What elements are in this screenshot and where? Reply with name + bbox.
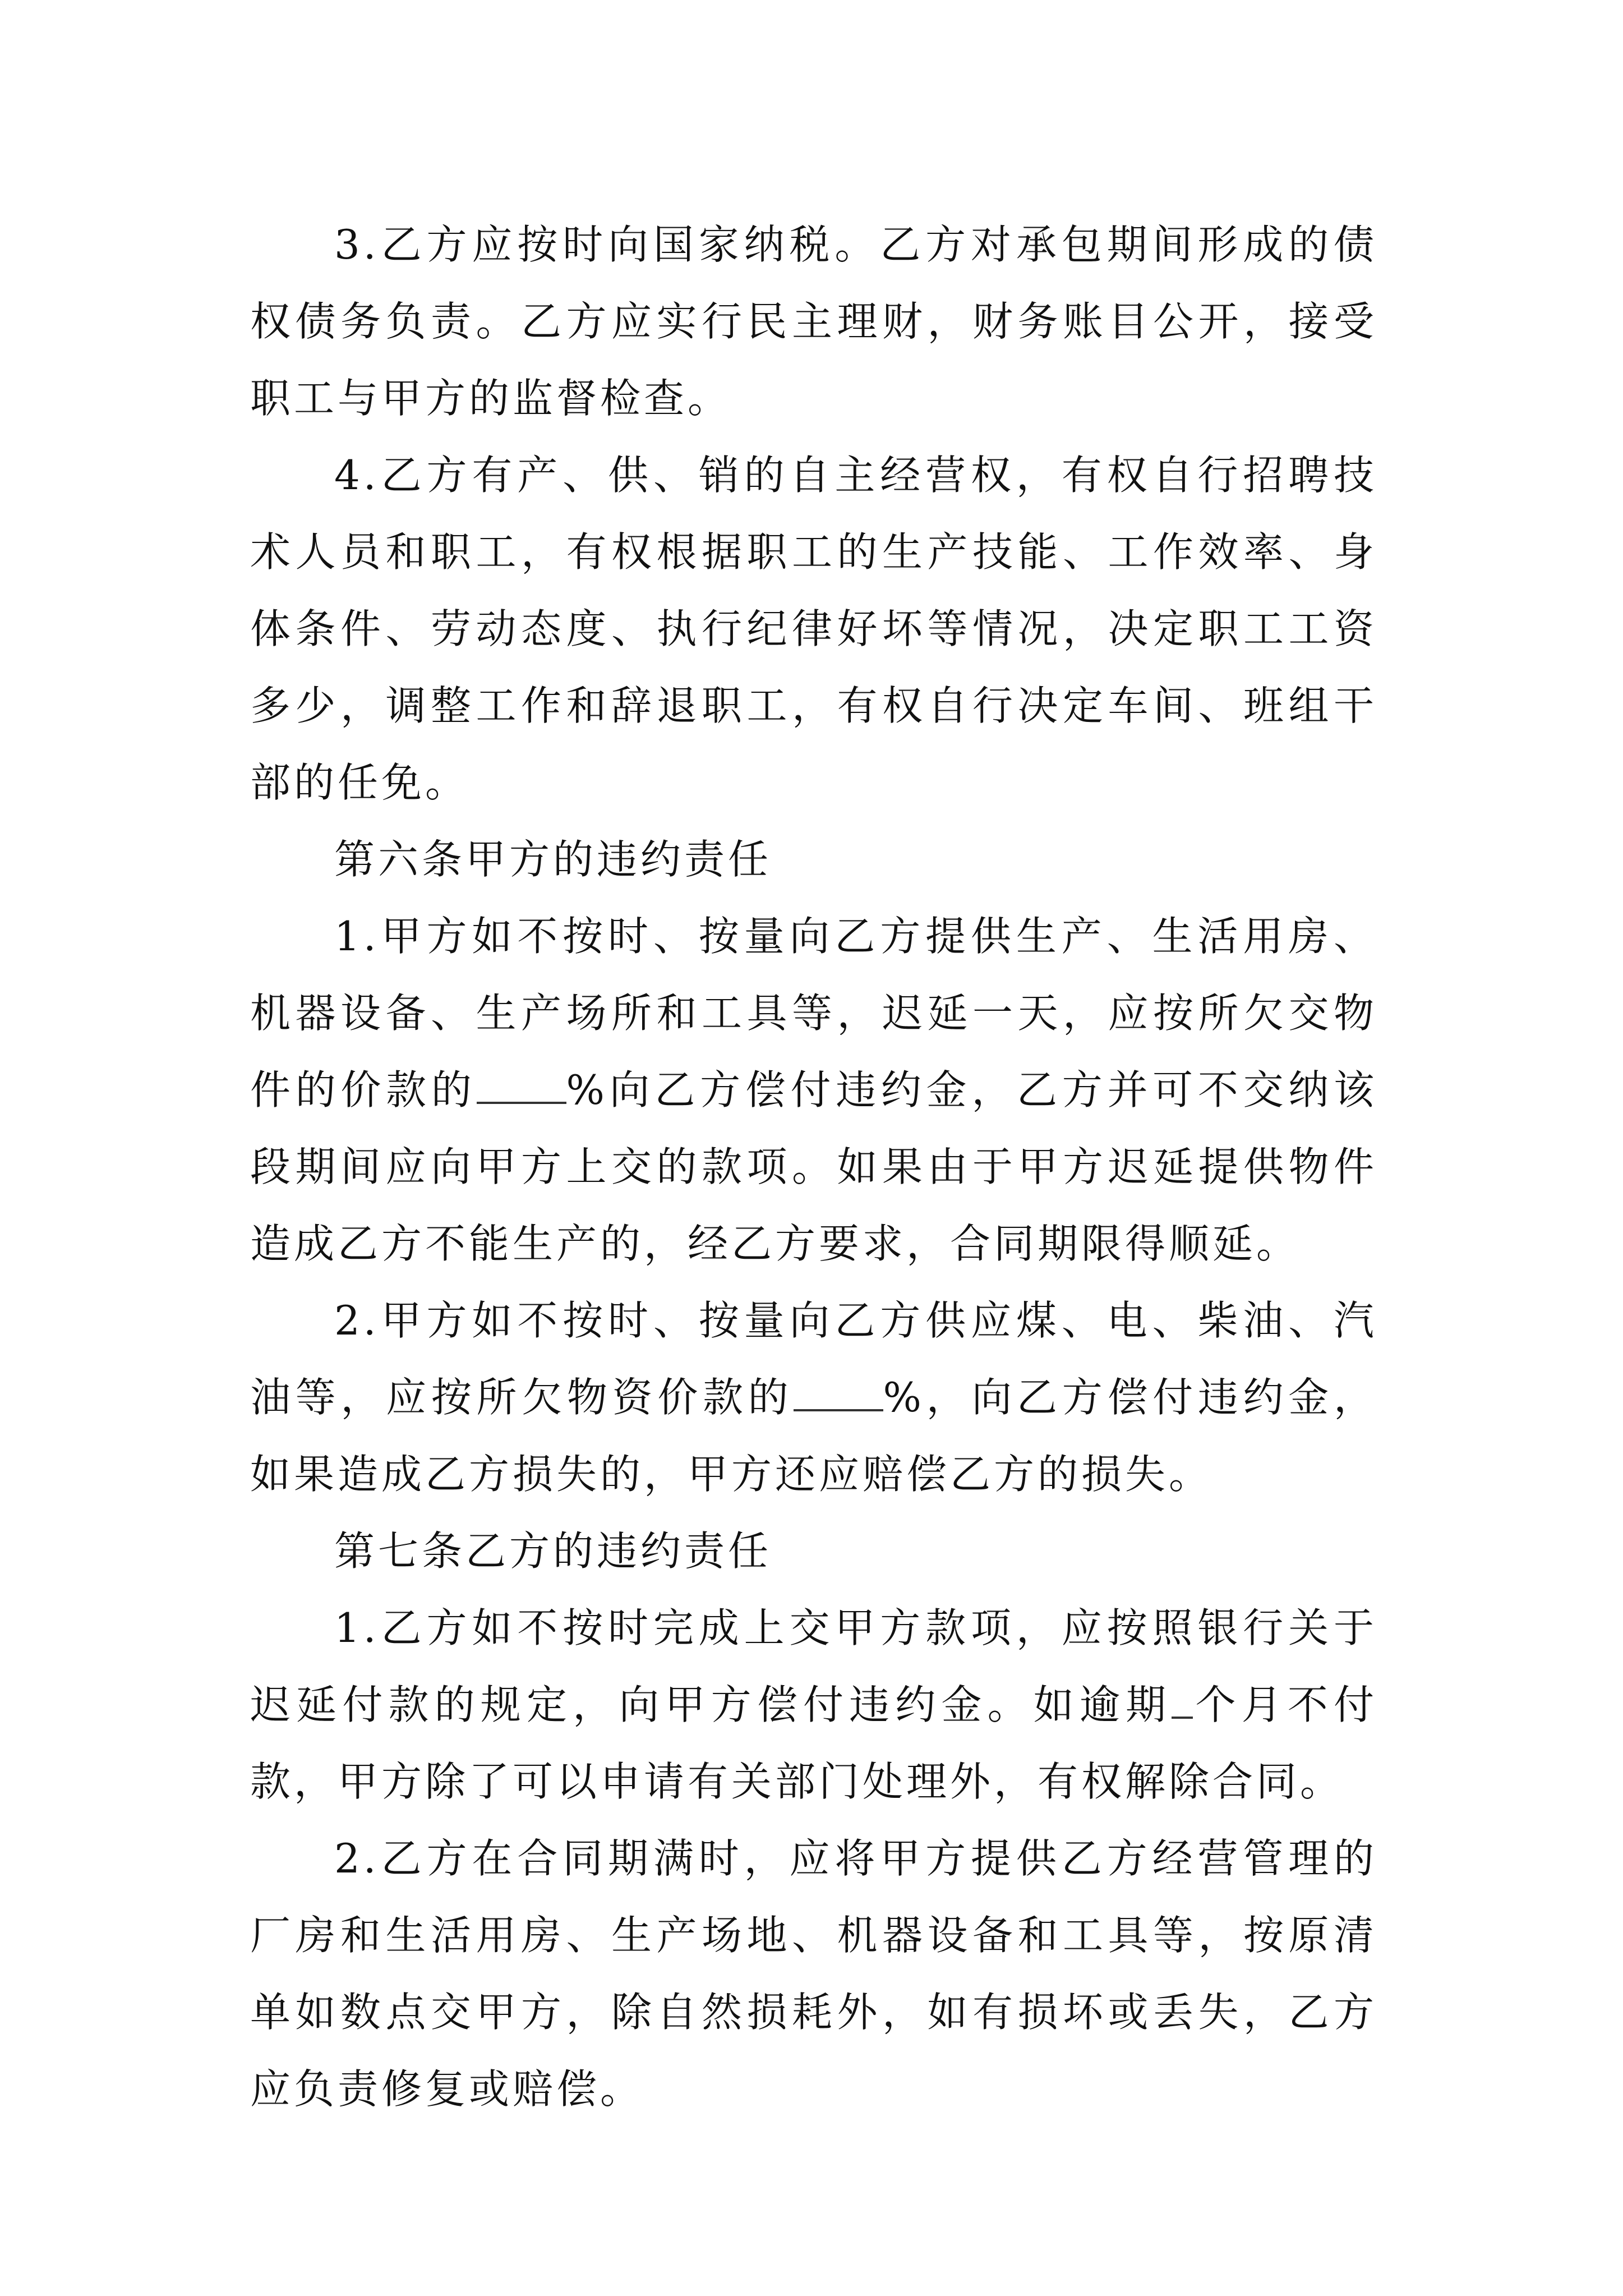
article-6-item-2-text-before: 2.甲方如不按时、按量向乙方供应煤、电、柴油、汽油等，应按所欠物资价款的 [250, 1297, 1377, 1421]
clause-item-4-autonomy: 4.乙方有产、供、销的自主经营权，有权自行招聘技术人员和职工，有权根据职工的生产技能、工作效率、身体条件、劳动态度、执行纪律好坏等情况，决定职工工资多少，调整工作和辞退职工，有权自行决定车间、班组干部的任免。 [250, 452, 1377, 806]
clause-item-3-tax: 3.乙方应按时向国家纳税。乙方对承包期间形成的债权债务负责。乙方应实行民主理财，财务账目公开，接受职工与甲方的监督检查。 [250, 221, 1377, 422]
months-blank [1172, 1682, 1193, 1719]
article-7-item-2: 2.乙方在合同期满时，应将甲方提供乙方经营管理的厂房和生活用房、生产场地、机器设备和工具等，按原清单如数点交甲方，除自然损耗外，如有损坏或丢失，乙方应负责修复或赔偿。 [250, 1835, 1377, 2113]
document-body [250, 206, 1377, 2128]
article-6-item-2-text-after: %，向乙方偿付违约金，如果造成乙方损失的，甲方还应赔偿乙方的损失。 [250, 1374, 1377, 1498]
article-7-heading: 第七条乙方的违约责任 [334, 1527, 772, 1575]
article-7-item-1-text-before: 1.乙方如不按时完成上交甲方款项，应按照银行关于迟延付款的规定，向甲方偿付违约金。如逾期 [250, 1604, 1377, 1728]
article-6-item-1-text-before: 1.甲方如不按时、按量向乙方提供生产、生活用房、机器设备、生产场所和工具等，迟延一天，应按所欠交物件的价款的 [250, 913, 1377, 1114]
article-6-item-2 [250, 1282, 1377, 1513]
article-6-item-1-text-after: %向乙方偿付违约金，乙方并可不交纳该段期间应向甲方上交的款项。如果由于甲方迟延提供物件造成乙方不能生产的，经乙方要求，合同期限得顺延。 [250, 1066, 1377, 1267]
article-6-item-1 [250, 898, 1377, 1282]
percentage-blank [477, 1067, 566, 1104]
article-7-item-1 [250, 1590, 1377, 1820]
article-7-item-1-text-after: 个月不付款，甲方除了可以申请有关部门处理外，有权解除合同。 [250, 1681, 1377, 1805]
percentage-blank [794, 1374, 883, 1411]
article-6-heading: 第六条甲方的违约责任 [334, 836, 772, 883]
